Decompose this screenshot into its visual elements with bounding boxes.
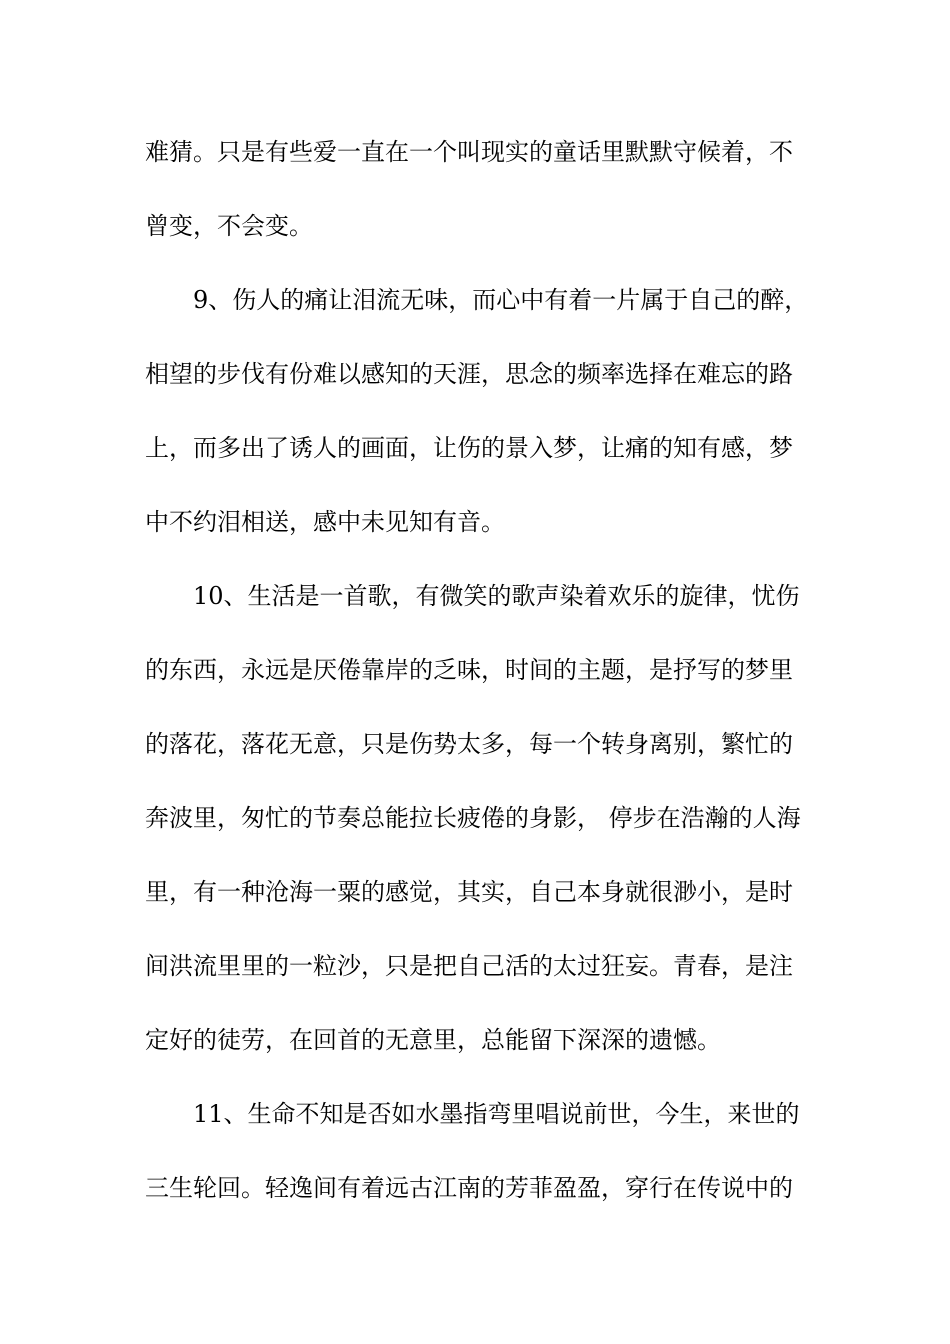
text-line: 里，有一种沧海一粟的感觉，其实，自己本身就很渺小，是时 — [145, 878, 793, 906]
text-line: 9、伤人的痛让泪流无味，而心中有着一片属于自己的醉， — [193, 286, 809, 314]
paragraph-10-first-line — [145, 568, 805, 642]
text-line: 间洪流里里的一粒沙，只是把自己活的太过狂妄。青春，是注 — [145, 952, 793, 980]
text-line: 的东西，永远是厌倦靠岸的乏味，时间的主题，是抒写的梦里 — [145, 656, 793, 684]
text-line: 10、生活是一首歌，有微笑的歌声染着欢乐的旋律，忧伤 — [193, 582, 800, 610]
text-line: 定好的徒劳，在回首的无意里，总能留下深深的遗憾。 — [145, 1026, 721, 1054]
text-line: 上，而多出了诱人的画面，让伤的景入梦，让痛的知有感，梦 — [145, 434, 793, 462]
text-line: 11、生命不知是否如水墨指弯里唱说前世，今生，来世的 — [193, 1100, 800, 1128]
document-body — [145, 124, 809, 1234]
text-line: 相望的步伐有份难以感知的天涯，思念的频率选择在难忘的路 — [145, 360, 793, 388]
text-line: 三生轮回。轻逸间有着远古江南的芳菲盈盈，穿行在传说中的 — [145, 1174, 793, 1202]
text-line: 中不约泪相送，感中未见知有音。 — [145, 508, 505, 536]
text-line: 曾变，不会变。 — [145, 212, 313, 240]
text-line: 奔波里，匆忙的节奏总能拉长疲倦的身影， 停步在浩瀚的人海 — [145, 804, 801, 832]
text-line: 难猜。只是有些爱一直在一个叫现实的童话里默默守候着，不 — [145, 138, 793, 166]
text-line: 的落花，落花无意，只是伤势太多，每一个转身离别，繁忙的 — [145, 730, 793, 758]
paragraph-11-first-line — [145, 1086, 805, 1160]
paragraph-9-first-line — [145, 272, 809, 346]
